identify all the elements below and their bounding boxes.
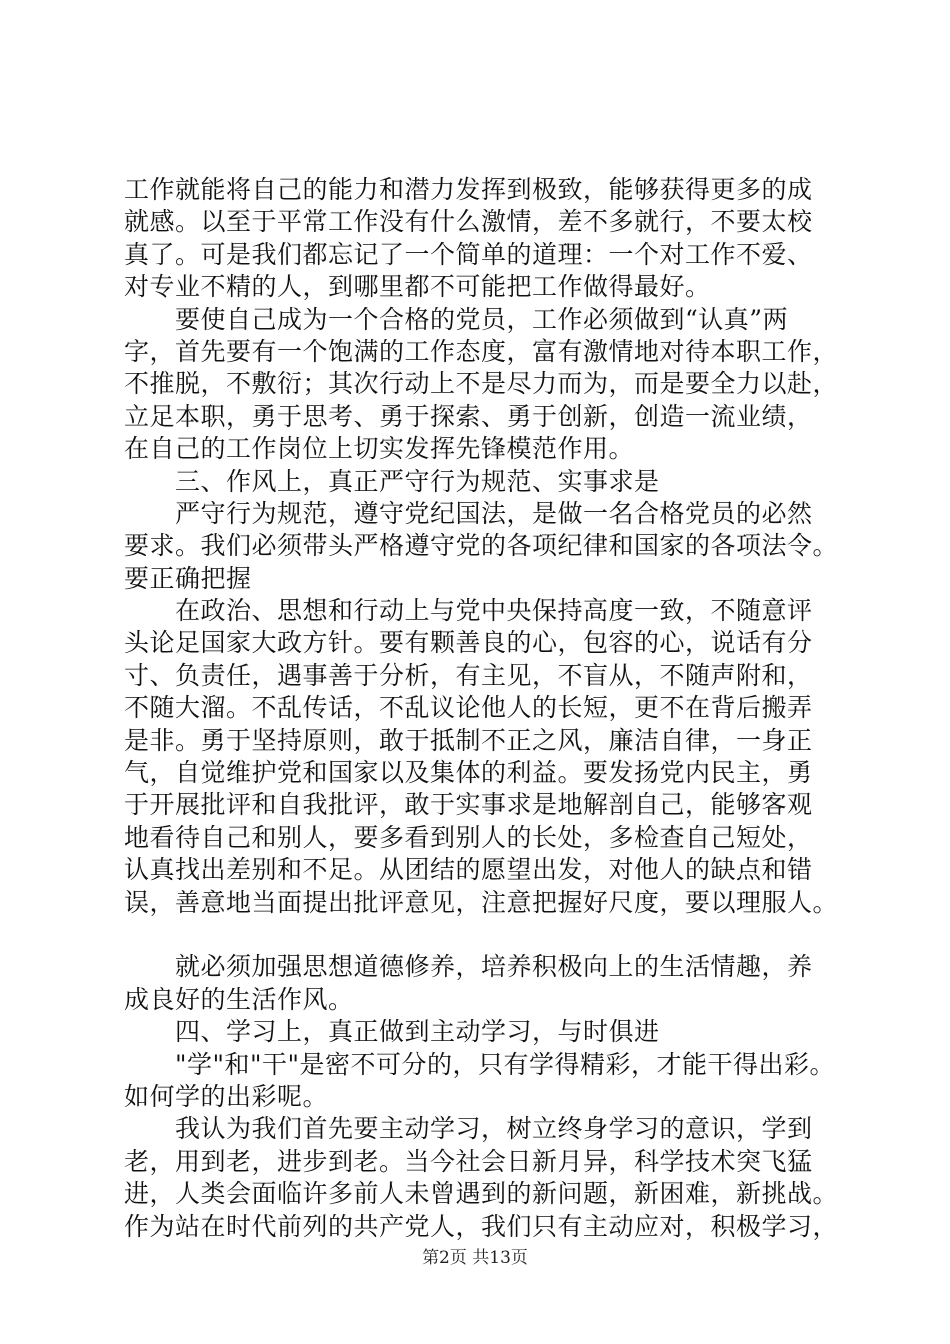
text-line: 工作就能将自己的能力和潜力发挥到极致，能够获得更多的成 <box>124 175 813 204</box>
text-line: "学"和"干"是密不可分的，只有学得精彩，才能干得出彩。 <box>124 1049 835 1079</box>
text-line: 要正确把握 <box>124 563 252 593</box>
text-line: 不推脱，不敷衍；其次行动上不是尽力而为，而是要全力以赴， <box>124 369 839 399</box>
text-line: 是非。勇于坚持原则，敢于抵制不正之风，廉洁自律，一身正 <box>124 725 813 755</box>
text-line: 头论足国家大政方针。要有颗善良的心，包容的心，说话有分 <box>124 628 813 658</box>
section-heading: 三、作风上，真正严守行为规范、实事求是 <box>124 466 660 496</box>
text-line: 要求。我们必须带头严格遵守党的各项纪律和国家的各项法令。 <box>124 531 839 561</box>
text-line: 真了。可是我们都忘记了一个简单的道理：一个对工作不爱、 <box>124 239 813 269</box>
text-line: 作为站在时代前列的共产党人，我们只有主动应对，积极学习， <box>124 1211 839 1241</box>
page-number-footer: 第2页 共13页 <box>422 1248 528 1268</box>
text-line: 认真找出差别和不足。从团结的愿望出发，对他人的缺点和错 <box>124 855 813 885</box>
text-line: 就必须加强思想道德修养，培养积极向上的生活情趣，养 <box>124 952 813 982</box>
text-line: 字，首先要有一个饱满的工作态度，富有激情地对待本职工作， <box>124 336 839 366</box>
text-line: 气，自觉维护党和国家以及集体的利益。要发扬党内民主，勇 <box>124 758 813 788</box>
text-line: 成良好的生活作风。 <box>124 984 354 1014</box>
text-line: 对专业不精的人，到哪里都不可能把工作做得最好。 <box>124 272 711 302</box>
text-line: 不随大溜。不乱传话，不乱议论他人的长短，更不在背后搬弄 <box>124 693 813 723</box>
text-line: 我认为我们首先要主动学习，树立终身学习的意识，学到 <box>124 1114 813 1144</box>
text-line: 立足本职，勇于思考、勇于探索、勇于创新，创造一流业绩， <box>124 401 813 431</box>
paragraph-gap <box>124 919 864 951</box>
text-line: 在政治、思想和行动上与党中央保持高度一致，不随意评 <box>124 596 813 626</box>
text-line: 严守行为规范，遵守党纪国法，是做一名合格党员的必然 <box>124 498 813 528</box>
section-heading: 四、学习上，真正做到主动学习，与时俱进 <box>124 1017 660 1047</box>
text-line: 寸、负责任，遇事善于分析，有主见，不盲从，不随声附和， <box>124 660 813 690</box>
text-line: 于开展批评和自我批评，敢于实事求是地解剖自己，能够客观 <box>124 790 813 820</box>
text-line: 在自己的工作岗位上切实发挥先锋模范作用。 <box>124 434 635 464</box>
text-line: 就感。以至于平常工作没有什么激情，差不多就行，不要太校 <box>124 207 813 237</box>
text-line: 进，人类会面临许多前人未曾遇到的新问题，新困难，新挑战。 <box>124 1179 839 1209</box>
text-line: 老，用到老，进步到老。当今社会日新月异，科学技术突飞猛 <box>124 1146 813 1176</box>
text-line: 要使自己成为一个合格的党员，工作必须做到“认真”两 <box>124 304 789 334</box>
text-line: 如何学的出彩呢。 <box>124 1081 329 1111</box>
text-line: 误，善意地当面提出批评意见，注意把握好尺度，要以理服人。 <box>124 887 839 917</box>
document-body <box>124 174 864 1243</box>
text-line: 地看待自己和别人，要多看到别人的长处，多检查自己短处， <box>124 822 813 852</box>
